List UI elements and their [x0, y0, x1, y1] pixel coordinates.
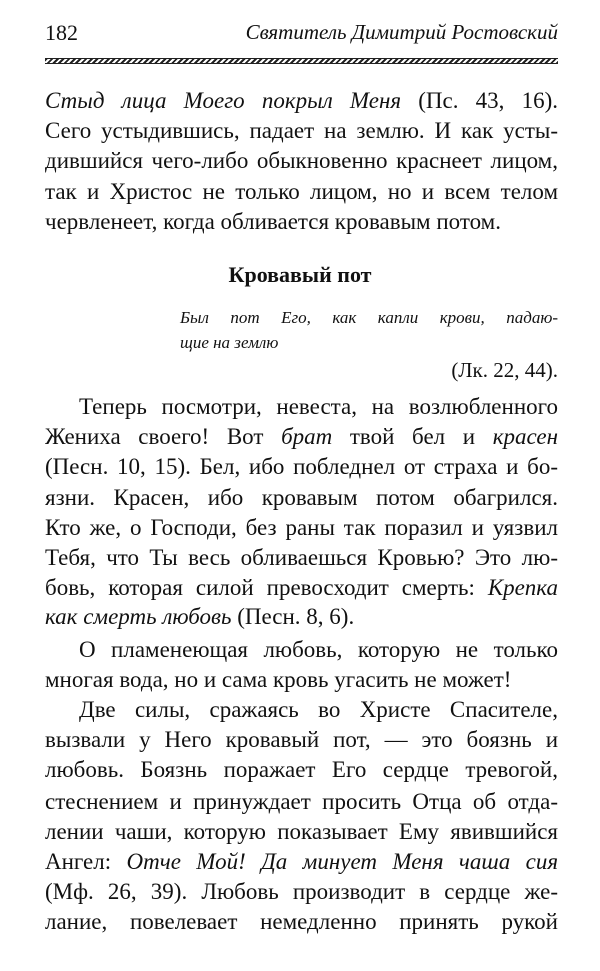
- section-heading: Кровавый пот: [228, 262, 372, 287]
- text-line: [45, 543, 558, 573]
- text-line: [45, 392, 558, 422]
- text-run: Кто же, о Господи, без раны так поразил и уязвил: [45, 515, 558, 540]
- page-header: [45, 20, 558, 52]
- text-run: стеснением и принуждает просить Отца об отда-: [45, 789, 558, 814]
- text-run: О пламенеющая любовь, которую не только: [79, 637, 558, 662]
- text-run: (Пс. 43, 16).: [418, 88, 559, 113]
- text-line: [45, 817, 558, 847]
- epigraph-reference: (Лк. 22, 44).: [451, 358, 558, 382]
- text-run: (Песн. 8, 6).: [231, 604, 355, 629]
- italic-quote: красен: [492, 424, 558, 449]
- text-line: [45, 695, 558, 725]
- text-line: [45, 725, 558, 755]
- italic-quote: как смерть любовь: [45, 604, 232, 629]
- page-number: 182: [45, 20, 78, 45]
- text-run: Тебя, что Ты весь обливаешься Кровью? Это лю-: [45, 545, 558, 570]
- ornamental-rule: [45, 58, 558, 64]
- text-line: [45, 907, 558, 937]
- text-line: [45, 847, 558, 877]
- epigraph-line: Был пот Его, как капли крови, падаю-: [180, 308, 558, 327]
- text-line: [45, 602, 558, 632]
- text-line: [45, 146, 558, 176]
- text-run: лание, повелевает немедленно принять рукой: [45, 909, 558, 934]
- text-line: [45, 452, 558, 482]
- text-line: [45, 207, 558, 237]
- text-line: [45, 665, 558, 695]
- text-run: бовь, которая силой превосходит смерть:: [45, 575, 488, 600]
- text-run: (Мф. 26, 39). Любовь производит в сердце же-: [45, 879, 558, 904]
- text-line: [45, 755, 558, 785]
- text-run: дившийся чего-либо обыкновенно краснеет лицом,: [45, 148, 558, 173]
- text-line: [45, 86, 558, 116]
- text-line: [45, 635, 558, 665]
- text-run: Жениха своего! Вот: [45, 424, 282, 449]
- text-line: [45, 573, 558, 603]
- text-run: язни. Красен, ибо кровавым потом обагрился.: [45, 485, 558, 510]
- text-line: [45, 787, 558, 817]
- italic-quote: Крепка: [487, 575, 558, 600]
- running-title: Святитель Димитрий Ростовский: [245, 20, 558, 44]
- text-run: Сего устыдившись, падает на землю. И как усты-: [45, 118, 558, 143]
- text-run: Теперь посмотри, невеста, на возлюбленного: [79, 394, 558, 419]
- text-run: вызвали у Него кровавый пот, — это боязнь и: [45, 727, 558, 752]
- text-run: твой бел и: [332, 424, 493, 449]
- text-run: Ангел:: [45, 849, 127, 874]
- italic-quote: Стыд лица Моего покрыл Меня: [45, 88, 419, 113]
- italic-quote: брат: [281, 424, 333, 449]
- text-run: любовь. Боязнь поражает Его сердце тревогой,: [45, 757, 558, 782]
- text-line: [45, 422, 558, 452]
- text-run: (Песн. 10, 15). Бел, ибо побледнел от страха и бо-: [45, 454, 558, 479]
- text-run: Две силы, сражаясь во Христе Спасителе,: [79, 697, 558, 722]
- text-run: так и Христос не только лицом, но и всем телом: [45, 179, 558, 204]
- text-line: [45, 177, 558, 207]
- text-line: [45, 116, 558, 146]
- text-run: лении чаши, которую показывает Ему явившийся: [45, 819, 558, 844]
- text-run: червленеет, когда обливается кровавым потом.: [45, 209, 501, 234]
- text-run: многая вода, но и сама кровь угасить не может!: [45, 667, 512, 692]
- text-line: [45, 877, 558, 907]
- text-line: [45, 483, 558, 513]
- italic-quote: Отче Мой! Да минует Меня чаша сия: [126, 849, 559, 874]
- epigraph-line: щие на землю: [180, 333, 279, 352]
- text-line: [45, 513, 558, 543]
